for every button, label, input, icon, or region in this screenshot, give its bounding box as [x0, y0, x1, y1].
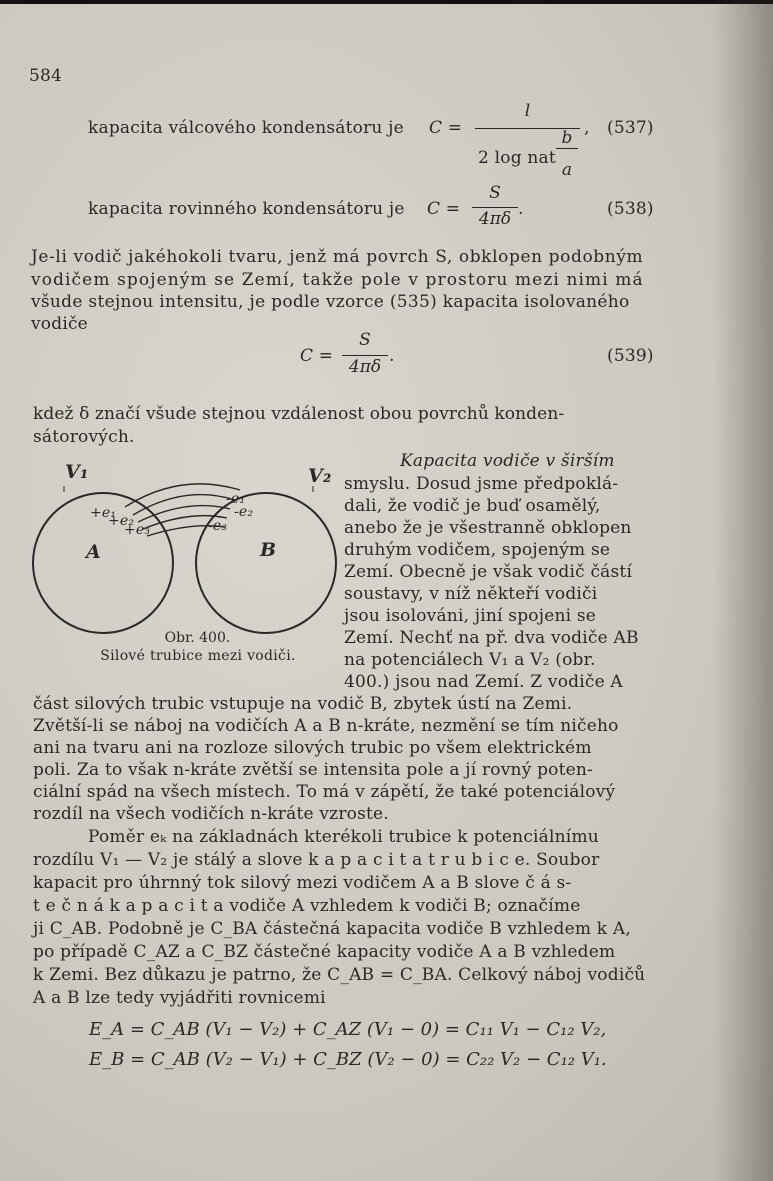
scan-top-edge	[0, 0, 773, 4]
label-conductor-a: A	[86, 541, 101, 563]
label-conductor-b: B	[260, 539, 277, 561]
eq539-lhs: C =	[300, 346, 334, 366]
label-plus-e2: +e₂	[108, 513, 135, 529]
text-line: rozdíl na všech vodičích n-kráte vzroste.	[33, 804, 389, 824]
text-line: 400.) jsou nad Zemí. Z vodiče A	[344, 672, 623, 692]
section-heading: Kapacita vodiče v širším	[400, 451, 615, 471]
text-line: ji C_AB. Podobně je C_BA částečná kapacita vodiče B vzhledem k A,	[33, 919, 631, 939]
text-line: sátorových.	[33, 427, 135, 447]
figure-caption: Silové trubice mezi vodiči.	[100, 648, 296, 664]
eq539-numerator: S	[359, 330, 371, 350]
label-minus-e2: -e₂	[234, 504, 254, 520]
text-line: soustavy, v níž někteří vodiči	[344, 584, 598, 604]
figure-number: Obr. 400.	[164, 630, 231, 646]
eq537-denominator: 2 log nat	[478, 148, 556, 168]
text-line: jsou isolováni, jiní spojeni se	[344, 606, 597, 626]
text-line: poli. Za to však n-kráte zvětší se intensita pole a jí rovný poten-	[33, 760, 593, 780]
equation-ea: E_A = C_AB (V₁ − V₂) + C_AZ (V₁ − 0) = C₁₁ V₁ − C₁₂ V₂,	[89, 1019, 607, 1040]
eq539-dot: .	[389, 346, 395, 366]
text-line: kapacit pro úhrnný tok silový mezi vodičem A a B slove č á s-	[33, 873, 572, 893]
eq537-lhs: C =	[429, 118, 463, 138]
eq538-denominator: 4πδ	[478, 209, 512, 229]
label-plus-e1: +e₁	[90, 505, 117, 521]
eq538-number: (538)	[607, 199, 654, 219]
text-line: vodiče	[31, 314, 88, 334]
text-line: všude stejnou intensitu, je podle vzorce (535) kapacita isolovaného	[31, 292, 630, 312]
equation-eb: E_B = C_AB (V₂ − V₁) + C_BZ (V₂ − 0) = C₂₂ V₂ − C₁₂ V₁.	[89, 1049, 607, 1070]
eq537-comma: ,	[584, 118, 590, 138]
eq537-numerator: l	[524, 101, 531, 121]
conductor-b-circle	[196, 493, 336, 633]
label-minus-e3: -e₃	[208, 518, 228, 534]
eq539-number: (539)	[607, 346, 654, 366]
text-line: část silových trubic vstupuje na vodič B, zbytek ústí na Zemi.	[33, 694, 573, 714]
text-line: Je-li vodič jakéhokoli tvaru, jenž má povrch S, obklopen podobným	[31, 247, 644, 267]
label-plus-e3: +e₃	[124, 522, 151, 538]
text-line: po případě C_AZ a C_BZ částečné kapacity vodiče A a B vzhledem	[33, 942, 616, 962]
eq538-fraction-bar	[472, 207, 518, 208]
eq537-inner-den: a	[561, 160, 573, 180]
text-line: anebo že je všestranně obklopen	[344, 518, 632, 538]
text-line: smyslu. Dosud jsme předpoklá-	[344, 474, 619, 494]
eq537-label: kapacita válcového kondensátoru je	[88, 118, 404, 138]
eq538-label: kapacita rovinného kondensátoru je	[88, 199, 405, 219]
text-line: ani na tvaru ani na rozloze silových trubic po všem elektrickém	[33, 738, 592, 758]
text-line: A a B lze tedy vyjádřiti rovnicemi	[33, 988, 326, 1008]
text-line: Zvětší-li se náboj na vodičích A a B n-kráte, nezmění se tím ničeho	[33, 716, 619, 736]
text-line: ciální spád na všech místech. To má v zápětí, že také potenciálový	[33, 782, 616, 802]
text-line: t e č n á k a p a c i t a vodiče A vzhledem k vodiči B; označíme	[33, 896, 581, 916]
text-line: druhým vodičem, spojeným se	[344, 540, 611, 560]
text-line: kdež δ značí všude stejnou vzdálenost obou povrchů konden-	[33, 404, 565, 424]
text-line: k Zemi. Bez důkazu je patrno, že C_AB = C_BA. Celkový náboj vodičů	[33, 965, 646, 985]
eq537-inner-bar	[556, 148, 578, 149]
eq539-fraction-bar	[342, 355, 388, 356]
page-number: 584	[29, 66, 63, 86]
field-tubes-diagram	[30, 462, 340, 640]
text-line: na potenciálech V₁ a V₂ (obr.	[344, 650, 596, 670]
eq538-lhs: C =	[427, 199, 461, 219]
text-line: Poměr eₖ na základnách kterékoli trubice k potenciálnímu	[88, 827, 599, 847]
label-minus-e1: -e₁	[226, 491, 246, 507]
text-line: dali, že vodič je buď osamělý,	[344, 496, 601, 516]
eq537-inner-num: b	[561, 128, 573, 148]
text-line: rozdílu V₁ — V₂ je stálý a slove k a p a c i t a t r u b i c e. Soubor	[33, 850, 600, 870]
label-v1: V₁	[65, 461, 89, 483]
eq538-numerator: S	[489, 183, 501, 203]
eq538-dot: .	[518, 199, 524, 219]
text-line: Zemí. Nechť na př. dva vodiče AB	[344, 628, 639, 648]
text-line: vodičem spojeným se Zemí, takže pole v prostoru mezi nimi má	[31, 270, 644, 290]
eq539-denominator: 4πδ	[348, 357, 382, 377]
eq537-number: (537)	[607, 118, 654, 138]
label-v2: V₂	[308, 465, 332, 487]
page-shadow	[713, 0, 773, 1181]
text-line: Zemí. Obecně je však vodič částí	[344, 562, 633, 582]
